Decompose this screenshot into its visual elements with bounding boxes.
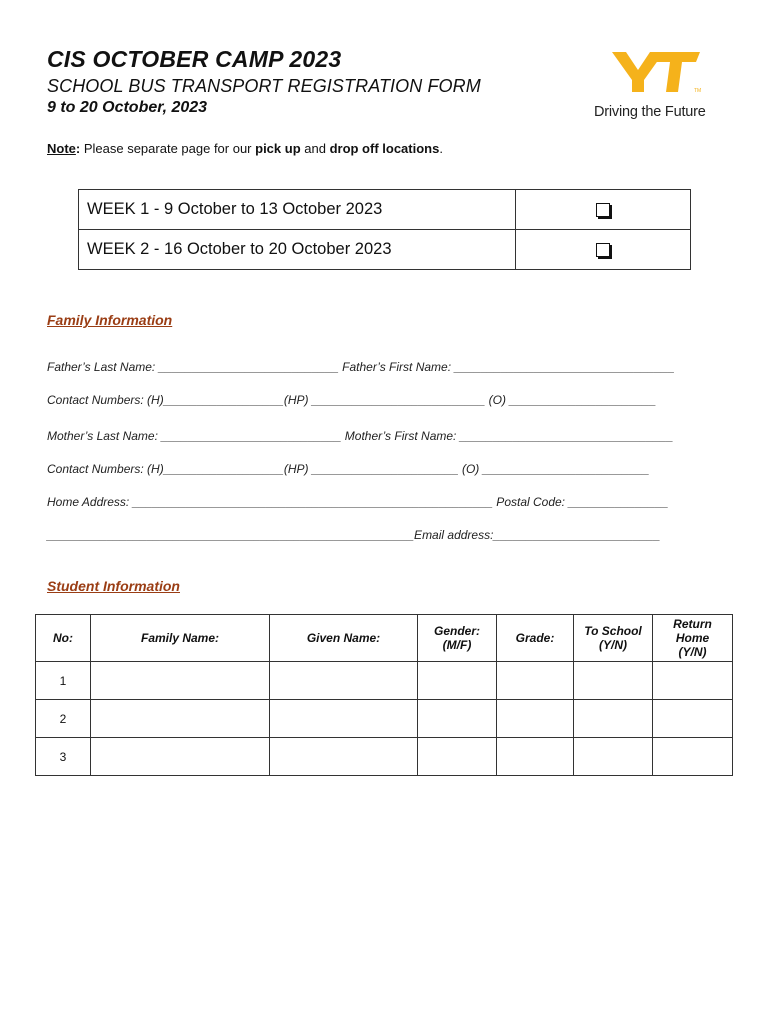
col-family-name: Family Name: <box>91 615 270 662</box>
week-2-checkbox-cell <box>516 230 691 270</box>
col-no: No: <box>36 615 91 662</box>
gender-cell[interactable] <box>418 662 497 700</box>
note-part3: . <box>439 141 443 156</box>
given-name-cell[interactable] <box>270 700 418 738</box>
father-name-line[interactable]: Father’s Last Name: ___________________________ Father’s First Name: _________________________________ <box>47 360 675 374</box>
note-part2: and <box>300 141 330 156</box>
to-school-cell[interactable] <box>574 662 653 700</box>
family-name-cell[interactable] <box>91 738 270 776</box>
col-gender: Gender: (M/F) <box>418 615 497 662</box>
row-number: 2 <box>36 700 91 738</box>
note-label: Note <box>47 141 76 156</box>
week-1-checkbox-cell <box>516 190 691 230</box>
return-home-cell[interactable] <box>653 738 733 776</box>
return-home-cell[interactable] <box>653 662 733 700</box>
home-address-line[interactable]: Home Address: ______________________________________________________ Postal Code: _______________ <box>47 495 669 509</box>
week-2-checkbox-icon[interactable] <box>596 243 610 257</box>
col-given-name: Given Name: <box>270 615 418 662</box>
return-home-cell[interactable] <box>653 700 733 738</box>
week-1-label: WEEK 1 - 9 October to 13 October 2023 <box>79 190 516 230</box>
student-table-header <box>36 615 733 662</box>
grade-cell[interactable] <box>497 738 574 776</box>
row-number: 1 <box>36 662 91 700</box>
week-row <box>79 230 691 270</box>
week-row <box>79 190 691 230</box>
table-row <box>36 738 733 776</box>
logo-trademark: TM <box>694 88 702 94</box>
student-table <box>35 614 733 776</box>
col-to-school: To School (Y/N) <box>574 615 653 662</box>
to-school-cell[interactable] <box>574 700 653 738</box>
table-row <box>36 662 733 700</box>
logo-tagline: Driving the Future <box>594 104 706 120</box>
company-logo <box>594 48 724 128</box>
grade-cell[interactable] <box>497 662 574 700</box>
col-return-home: Return Home (Y/N) <box>653 615 733 662</box>
yt-logo-icon <box>612 48 702 96</box>
week-1-checkbox-icon[interactable] <box>596 203 610 217</box>
student-information-heading: Student Information <box>47 578 180 594</box>
page-title: CIS OCTOBER CAMP 2023 <box>47 46 342 72</box>
gender-cell[interactable] <box>418 700 497 738</box>
grade-cell[interactable] <box>497 700 574 738</box>
gender-cell[interactable] <box>418 738 497 776</box>
note-part1: Please separate page for our <box>80 141 256 156</box>
note-colon: : <box>75 141 81 156</box>
note-dropoff: drop off locations <box>329 141 440 156</box>
col-grade: Grade: <box>497 615 574 662</box>
family-information-heading: Family Information <box>47 312 173 328</box>
note-pickup: pick up <box>255 141 301 156</box>
mother-contact-line[interactable]: Contact Numbers: (H)__________________(HP) ______________________ (O) _________________________ <box>47 462 650 476</box>
family-name-cell[interactable] <box>91 700 270 738</box>
row-number: 3 <box>36 738 91 776</box>
family-name-cell[interactable] <box>91 662 270 700</box>
father-contact-line[interactable]: Contact Numbers: (H)__________________(HP) __________________________ (O) ______________________ <box>47 393 657 407</box>
week-selection-table <box>78 189 691 270</box>
to-school-cell[interactable] <box>574 738 653 776</box>
table-row <box>36 700 733 738</box>
camp-dates: 9 to 20 October, 2023 <box>47 99 208 116</box>
week-2-label: WEEK 2 - 16 October to 20 October 2023 <box>79 230 516 270</box>
mother-name-line[interactable]: Mother’s Last Name: ___________________________ Mother’s First Name: ________________________________ <box>47 429 674 443</box>
form-subtitle: SCHOOL BUS TRANSPORT REGISTRATION FORM <box>47 76 481 96</box>
note-text <box>47 141 443 156</box>
email-address-line[interactable]: _______________________________________________________Email address:_________________________ <box>47 528 661 542</box>
given-name-cell[interactable] <box>270 662 418 700</box>
given-name-cell[interactable] <box>270 738 418 776</box>
